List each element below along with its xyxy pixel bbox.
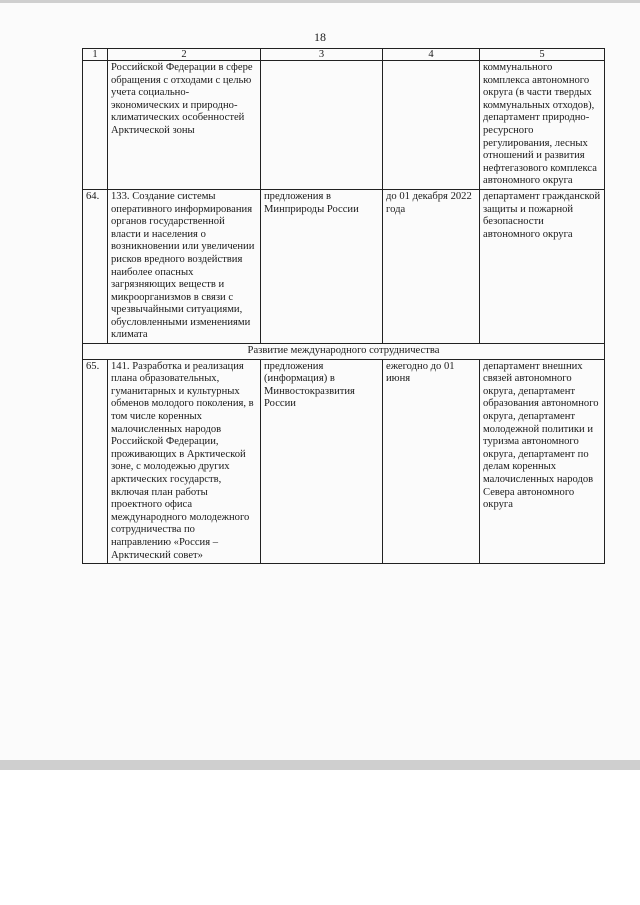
form-cell bbox=[261, 61, 383, 190]
page-number: 18 bbox=[314, 30, 326, 44]
scan-bottom-edge bbox=[0, 760, 640, 770]
deadline-cell bbox=[383, 61, 480, 190]
row-number bbox=[83, 61, 108, 190]
table-row bbox=[83, 359, 605, 564]
deadline-cell: до 01 декабря 2022 года bbox=[383, 189, 480, 343]
section-title: Развитие международного сотрудничества bbox=[83, 344, 605, 360]
column-header: 3 bbox=[261, 49, 383, 61]
scan-top-edge bbox=[0, 0, 640, 3]
responsible-cell: департамент внешних связей автономного округа, департамент образования автономного округа, департамент молодежной политики и туризма автономного округа, департамент по делам коренных малочисленных народов Севера автономного округа bbox=[480, 359, 605, 564]
form-cell: предложения (информация) в Минвостокразвития России bbox=[261, 359, 383, 564]
task-cell: 133. Создание системы оперативного информирования органов государственной власти и населения о возникновении или увеличении рисков вредного воздействия наиболее опасных загрязняющих веществ и микроорганизмов в связи с чрезвычайными ситуациями, обусловленными изменениями климата bbox=[108, 189, 261, 343]
table-header-row bbox=[83, 49, 605, 61]
task-cell: 141. Разработка и реализация плана образовательных, гуманитарных и культурных обменов молодого поколения, в том числе коренных малочисленных народов Российской Федерации, проживающих в Арктической зоне, с молодежью других арктических государств, включая план работы проектного офиса международного молодежного сотрудничества по направлению «Россия – Арктический совет» bbox=[108, 359, 261, 564]
column-header: 2 bbox=[108, 49, 261, 61]
deadline-cell: ежегодно до 01 июня bbox=[383, 359, 480, 564]
form-cell: предложения в Минприроды России bbox=[261, 189, 383, 343]
column-header: 1 bbox=[83, 49, 108, 61]
task-cell: Российской Федерации в сфере обращения с отходами с целью учета социально-экономических и природно-климатических особенностей Арктической зоны bbox=[108, 61, 261, 190]
responsible-cell: департамент гражданской защиты и пожарной безопасности автономного округа bbox=[480, 189, 605, 343]
row-number: 65. bbox=[83, 359, 108, 564]
column-header: 4 bbox=[383, 49, 480, 61]
column-header: 5 bbox=[480, 49, 605, 61]
table-row bbox=[83, 61, 605, 190]
plan-table bbox=[82, 48, 605, 564]
table-row bbox=[83, 189, 605, 343]
responsible-cell: коммунального комплекса автономного округа (в части твердых коммунальных отходов), департамент природно-ресурсного регулирования, лесных отношений и развития нефтегазового комплекса автономного округа bbox=[480, 61, 605, 190]
row-number: 64. bbox=[83, 189, 108, 343]
section-row bbox=[83, 344, 605, 360]
